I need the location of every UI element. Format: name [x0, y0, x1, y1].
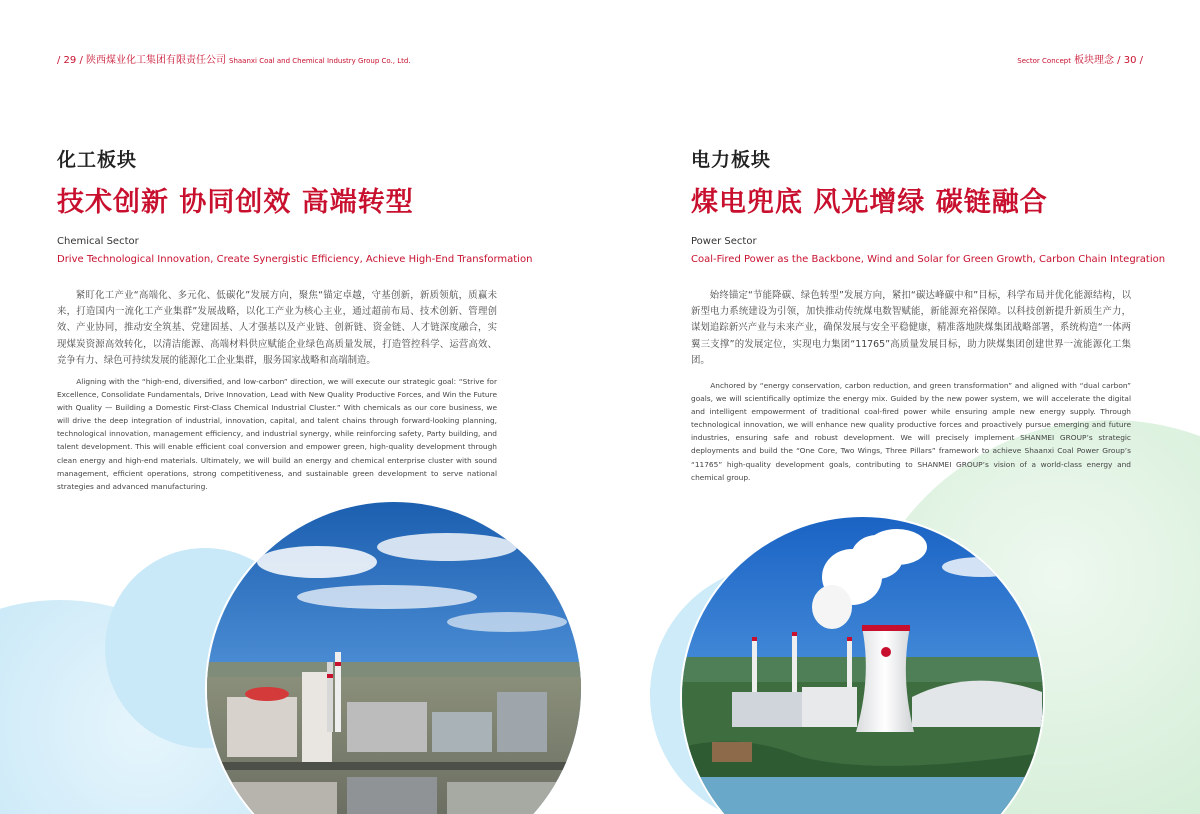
company-name-cn: 陕西煤业化工集团有限责任公司 — [86, 55, 227, 66]
right-page — [600, 0, 1200, 814]
sector-title: 化工板块 — [57, 149, 138, 171]
sector-slogan-en: Drive Technological Innovation, Create Synergistic Efficiency, Achieve High-End Transformation — [57, 254, 533, 265]
sector-title-en: Power Sector — [691, 236, 757, 247]
page-number: / 30 / — [1117, 55, 1143, 66]
sector-slogan-en: Coal-Fired Power as the Backbone, Wind and Solar for Green Growth, Carbon Chain Integration — [691, 254, 1166, 265]
sector-slogan: 煤电兜底 风光增绿 碳链融合 — [691, 187, 1048, 218]
chemical-plant-image — [207, 502, 583, 814]
concept-label-cn: 板块理念 — [1073, 55, 1114, 66]
concept-label-en: Sector Concept — [1017, 57, 1071, 65]
sector-slogan: 技术创新 协同创效 高端转型 — [57, 187, 414, 218]
company-name-en: Shaanxi Coal and Chemical Industry Group Co., Ltd. — [229, 57, 411, 65]
sector-title: 电力板块 — [691, 149, 772, 171]
body-text-en: Aligning with the “high-end, diversified, and low-carbon” direction, we will execute our strategic goal: “Strive for Excellence, Consolidate Fundamentals, Drive Innovation, Lead with New Quality Productive Forces, and Win the Future with Quality — Building a Domestic First-Class Chemical Industrial Cluster.” With chemicals as our core business, we will drive the deep integration of industrial, innovation, capital, and talent chains through forward-looking planning, technological innovation, management efficiency, and industrial synergy, while reinforcing safety, Party building, and talent development. This will enable efficient coal conversion and empower green, high-quality development through clean energy and high-end materials. Ultimately, we will build an energy and chemical enterprise cluster with sound management, efficient operations, strong competitiveness, and sustainable green development to serve national strategies and advanced manufacturing. — [57, 377, 497, 491]
sector-title-en: Chemical Sector — [57, 236, 139, 247]
body-text-en: Anchored by “energy conservation, carbon reduction, and green transformation” and aligned with “dual carbon” goals, we will scientifically optimize the energy mix. Guided by the new power system, we will accelerate the digital and intelligent empowerment of traditional coal-fired power while ensuring ample new energy supply. Through technological innovation, we will enhance new quality productive forces and proactively pursue emerging and future industries, ensuring safe and robust development. We will precisely implement SHANMEI GROUP’s strategic deployments and build the “One Core, Two Wings, Three Pillars” framework to achieve Shaanxi Coal Power Group’s “11765” high-quality development goals, contributing to SHANMEI GROUP’s vision of a world-class energy and chemical group. — [691, 381, 1131, 482]
page-number: / 29 / — [57, 55, 83, 66]
body-text-cn: 紧盯化工产业“高端化、多元化、低碳化”发展方向，聚焦“锚定卓越，守基创新，新质领航，质赢未来，打造国内一流化工产业集群”发展战略，以化工产业为核心主业，通过超前布局、技术创新、管理创效、产业协同，推动安全筑基、党建固基、人才强基以及产业链、创新链、资金链、人才链深度融合，实现煤炭资源高效转化，以清洁能源、高端材料供应赋能企业绿色高质量发展，打造管控科学、运营高效、竞争有力、绿色可持续发展的能源化工企业集群，服务国家战略和高端制造。 — [57, 290, 497, 366]
running-header — [1017, 51, 1143, 66]
body-text-cn: 始终锚定“节能降碳、绿色转型”发展方向，紧扣“碳达峰碳中和”目标，科学布局并优化能源结构，以新型电力系统建设为引领，加快推动传统煤电数智赋能，新能源充裕保障。以科技创新提升新质生产力，谋划追踪新兴产业与未来产业，确保发展与安全平稳健康，精准落地陕煤集团战略部署，系统构造“一体两翼三支撑”的发展定位，实现电力集团“11765”高质量发展目标，助力陕煤集团创建世界一流能源化工集团。 — [691, 290, 1131, 366]
running-header — [57, 51, 411, 66]
chemical-plant-photo — [205, 500, 583, 814]
